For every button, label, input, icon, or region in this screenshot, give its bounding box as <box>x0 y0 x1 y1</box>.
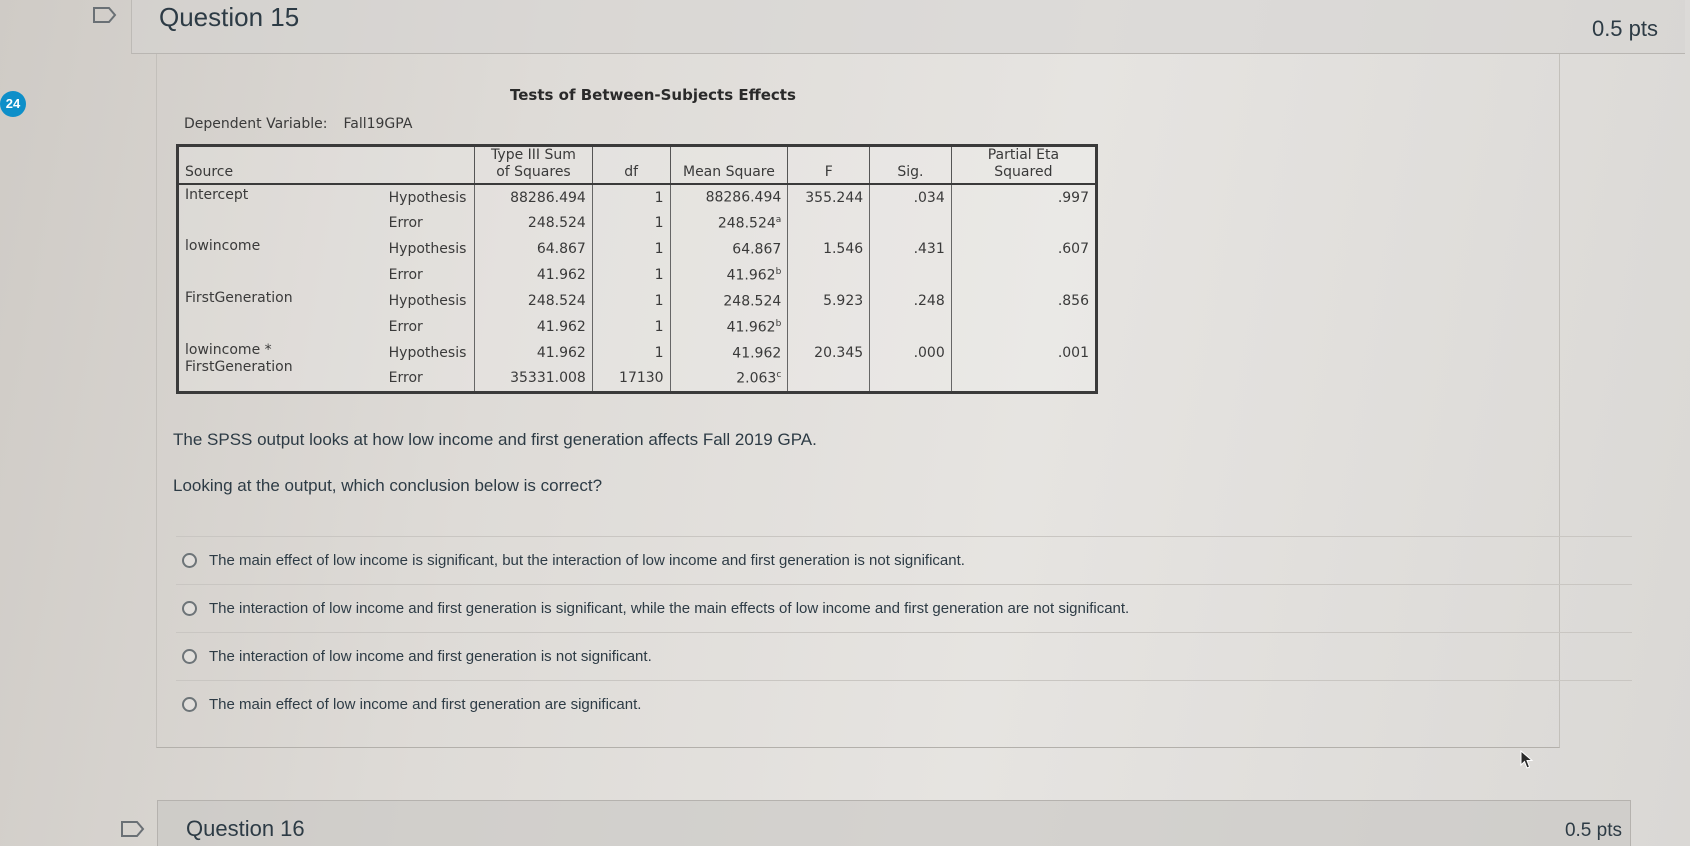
row-type: Error <box>388 267 423 283</box>
cell-ms: 41.962$^b$ <box>670 262 788 288</box>
cell-ss: 41.962 <box>475 314 593 340</box>
table-row <box>178 184 1097 210</box>
row-source <box>178 262 377 288</box>
cell-df: 1 <box>592 340 670 366</box>
radio-button[interactable] <box>182 697 197 712</box>
cell-ss: 41.962 <box>475 340 593 366</box>
cell-sig: .034 <box>870 184 952 210</box>
cell-f: 1.546 <box>788 236 870 262</box>
cell-df: 1 <box>592 314 670 340</box>
answer-option-1[interactable] <box>176 536 1632 584</box>
answer-option-3[interactable] <box>176 632 1632 680</box>
cell-sig: .431 <box>870 236 952 262</box>
answer-label[interactable]: The main effect of low income is significant, but the interaction of low income and first generation is not significant. <box>209 552 965 569</box>
header-source: Source <box>178 146 377 185</box>
question-15-header <box>131 0 1685 54</box>
header-sum-of-squares: Type III Sum of Squares <box>475 146 593 185</box>
cell-f <box>788 366 870 392</box>
table-row <box>178 236 1097 262</box>
cell-sig: .000 <box>870 340 952 366</box>
mouse-cursor-icon <box>1520 750 1534 770</box>
spss-output-image <box>176 82 1116 402</box>
cell-df: 1 <box>592 288 670 314</box>
cell-df: 1 <box>592 236 670 262</box>
radio-button[interactable] <box>182 553 197 568</box>
cell-sig <box>870 366 952 392</box>
row-type: Error <box>388 319 423 335</box>
radio-button[interactable] <box>182 649 197 664</box>
cell-f <box>788 210 870 236</box>
header-f: F <box>788 146 870 185</box>
answer-option-2[interactable] <box>176 584 1632 632</box>
row-type: Hypothesis <box>388 345 467 361</box>
cell-df: 1 <box>592 210 670 236</box>
cell-ms: 88286.494 <box>670 184 788 210</box>
cell-sig <box>870 262 952 288</box>
table-header-row <box>178 146 1097 185</box>
table-row <box>178 314 1097 340</box>
cell-ms: 41.962 <box>670 340 788 366</box>
question-16-points: 0.5 pts <box>1564 820 1622 841</box>
header-blank <box>377 146 475 185</box>
cell-ms: 64.867 <box>670 236 788 262</box>
cell-df: 1 <box>592 262 670 288</box>
cell-f: 20.345 <box>788 340 870 366</box>
dependent-variable-value: Fall19GPA <box>343 116 413 132</box>
cell-eta <box>951 262 1096 288</box>
cell-ms: 248.524 <box>670 288 788 314</box>
question-text-line2: Looking at the output, which conclusion below is correct? <box>173 476 603 495</box>
row-type: Hypothesis <box>388 189 467 206</box>
cell-ss: 248.524 <box>475 210 593 236</box>
header-df: df <box>592 146 670 185</box>
header-mean-square: Mean Square <box>670 146 788 185</box>
cell-ss: 88286.494 <box>475 184 593 210</box>
row-type: Error <box>388 215 423 231</box>
row-source: Intercept <box>185 187 249 203</box>
dependent-variable-line <box>184 116 412 132</box>
anova-table <box>176 144 1098 394</box>
cell-eta <box>951 366 1096 392</box>
flag-question-icon[interactable] <box>120 820 146 838</box>
row-source: lowincome * FirstGeneration <box>185 342 293 375</box>
spss-table-title: Tests of Between-Subjects Effects <box>510 86 796 104</box>
question-number-badge[interactable]: 24 <box>0 91 26 117</box>
cell-ss: 248.524 <box>475 288 593 314</box>
cell-ms: 248.524$^a$ <box>670 210 788 236</box>
answer-label[interactable]: The main effect of low income and first generation are significant. <box>209 696 642 713</box>
flag-question-icon[interactable] <box>92 6 118 24</box>
question-16-header <box>157 800 1631 846</box>
cell-eta: .607 <box>951 236 1096 262</box>
row-source <box>178 210 377 236</box>
answer-list <box>176 536 1632 728</box>
answer-label[interactable]: The interaction of low income and first generation is significant, while the main effects of low income and first generation are not significant. <box>209 600 1130 617</box>
row-source: FirstGeneration <box>185 290 293 306</box>
cell-ss: 41.962 <box>475 262 593 288</box>
cell-f <box>788 262 870 288</box>
header-partial-eta: Partial Eta Squared <box>951 146 1096 185</box>
header-sig: Sig. <box>870 146 952 185</box>
cell-df: 1 <box>592 184 670 210</box>
table-row <box>178 340 1097 366</box>
row-source: lowincome <box>185 238 261 254</box>
dependent-variable-label: Dependent Variable: <box>184 116 328 132</box>
question-text-line1: The SPSS output looks at how low income and first generation affects Fall 2019 GPA. <box>173 430 817 449</box>
answer-option-4[interactable] <box>176 680 1632 728</box>
cell-f: 5.923 <box>788 288 870 314</box>
cell-eta <box>951 210 1096 236</box>
cell-sig <box>870 314 952 340</box>
cell-ss: 64.867 <box>475 236 593 262</box>
answer-label[interactable]: The interaction of low income and first generation is not significant. <box>209 648 652 665</box>
table-row <box>178 210 1097 236</box>
radio-button[interactable] <box>182 601 197 616</box>
row-type: Hypothesis <box>388 293 467 309</box>
row-source <box>178 314 377 340</box>
cell-eta <box>951 314 1096 340</box>
cell-ms: 2.063$^c$ <box>670 366 788 392</box>
cell-eta: .856 <box>951 288 1096 314</box>
cell-eta: .001 <box>951 340 1096 366</box>
row-type: Error <box>388 370 423 387</box>
cell-f <box>788 314 870 340</box>
cell-df: 17130 <box>592 366 670 392</box>
cell-sig <box>870 210 952 236</box>
cell-f: 355.244 <box>788 184 870 210</box>
row-type: Hypothesis <box>388 241 467 257</box>
table-row <box>178 288 1097 314</box>
question-points: 0.5 pts <box>1591 16 1658 41</box>
table-row <box>178 262 1097 288</box>
cell-sig: .248 <box>870 288 952 314</box>
question-title: Question 15 <box>159 2 300 32</box>
cell-ms: 41.962$^b$ <box>670 314 788 340</box>
cell-eta: .997 <box>951 184 1096 210</box>
question-16-title: Question 16 <box>186 816 305 841</box>
cell-ss: 35331.008 <box>475 366 593 392</box>
